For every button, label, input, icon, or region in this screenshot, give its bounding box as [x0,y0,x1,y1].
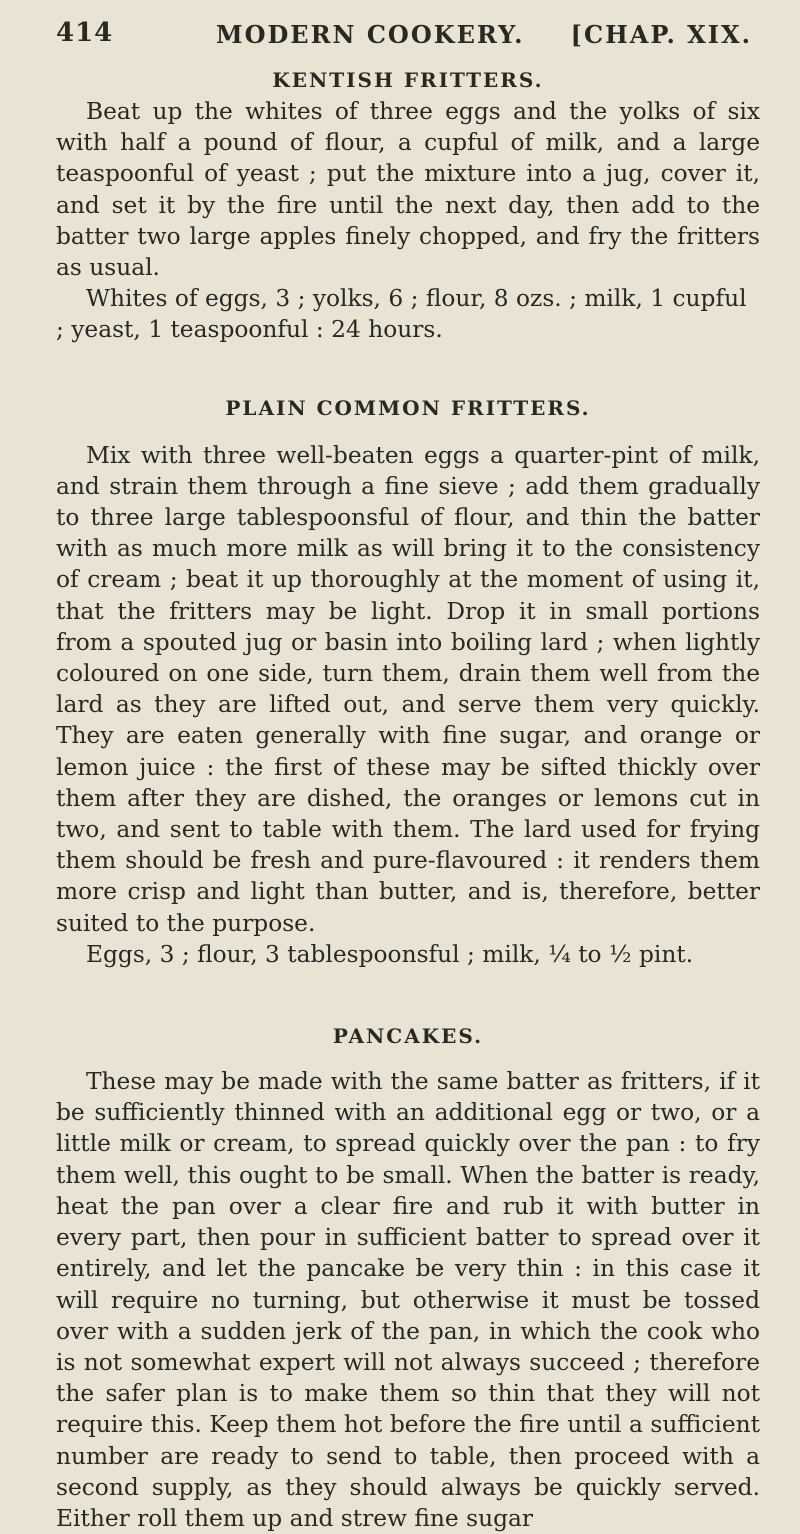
recipe-summary: Whites of eggs, 3 ; yolks, 6 ; flour, 8 ozs. ; milk, 1 cupful ; yeast, 1 teaspoonful : 24 hours. [56,285,747,344]
section-heading: PLAIN COMMON FRITTERS. [225,395,591,420]
section-kentish-fritters [56,68,760,346]
recipe-summary: Eggs, 3 ; flour, 3 tablespoonsful ; milk, ¼ to ½ pint. [86,940,694,968]
section-heading: KENTISH FRITTERS. [272,68,544,92]
recipe-body: Mix with three well-beaten eggs a quarter-pint of milk, and strain them through a fine sieve ; add them gradually to three large tablespoonsful of flour, and thin the batter with as much more milk as will bring it to the consistency of cream ; beat it up thoroughly at the moment of using it, that the fritters may be light. Drop it in small portions from a spouted jug or basin into boiling lard ; when lightly coloured on one side, turn them, drain them well from the lard as they are lifted out, and serve them very quickly. They are eaten generally with fine sugar, and orange or lemon juice : the first of these may be sifted thickly over them after they are dished, the oranges or lemons cut in two, and sent to table with them. The lard used for frying them should be fresh and pure-flavoured : it renders them more crisp and light than butter, and is, therefore, better suited to the purpose. [56,441,760,937]
running-head [56,18,760,58]
recipe-body: Beat up the whites of three eggs and the yolks of six with half a pound of flour, a cupful of milk, and a large teaspoonful of yeast ; put the mixture into a jug, cover it, and set it by the fire until the next day, then add to the batter two large apples finely chopped, and fry the fritters as usual. [56,98,760,282]
section-pancakes [56,1024,760,1534]
section-plain-common-fritters [56,396,760,970]
section-heading: PANCAKES. [332,1024,484,1049]
chapter-label: [CHAP. XIX. [570,20,752,49]
page-number: 414 [56,18,114,48]
book-title: MODERN COOKERY. [216,20,525,49]
recipe-body: These may be made with the same batter as fritters, if it be sufficiently thinned with an additional egg or two, or a little milk or cream, to spread quickly over the pan : to fry them well, this ought to be small. When the batter is ready, heat the pan over a clear fire and rub it with butter in every part, then pour in sufficient batter to spread over it entirely, and let the pancake be very thin : in this case it will require no turning, but otherwise it must be tossed over with a sudden jerk of the pan, in which the cook who is not somewhat expert will not always succeed ; therefore the safer plan is to make them so thin that they will not require this. Keep them hot before the fire until a sufficient number are ready to send to table, then proceed with a second supply, as they should always be quickly served. Either roll them up and strew fine sugar [56,1068,760,1532]
